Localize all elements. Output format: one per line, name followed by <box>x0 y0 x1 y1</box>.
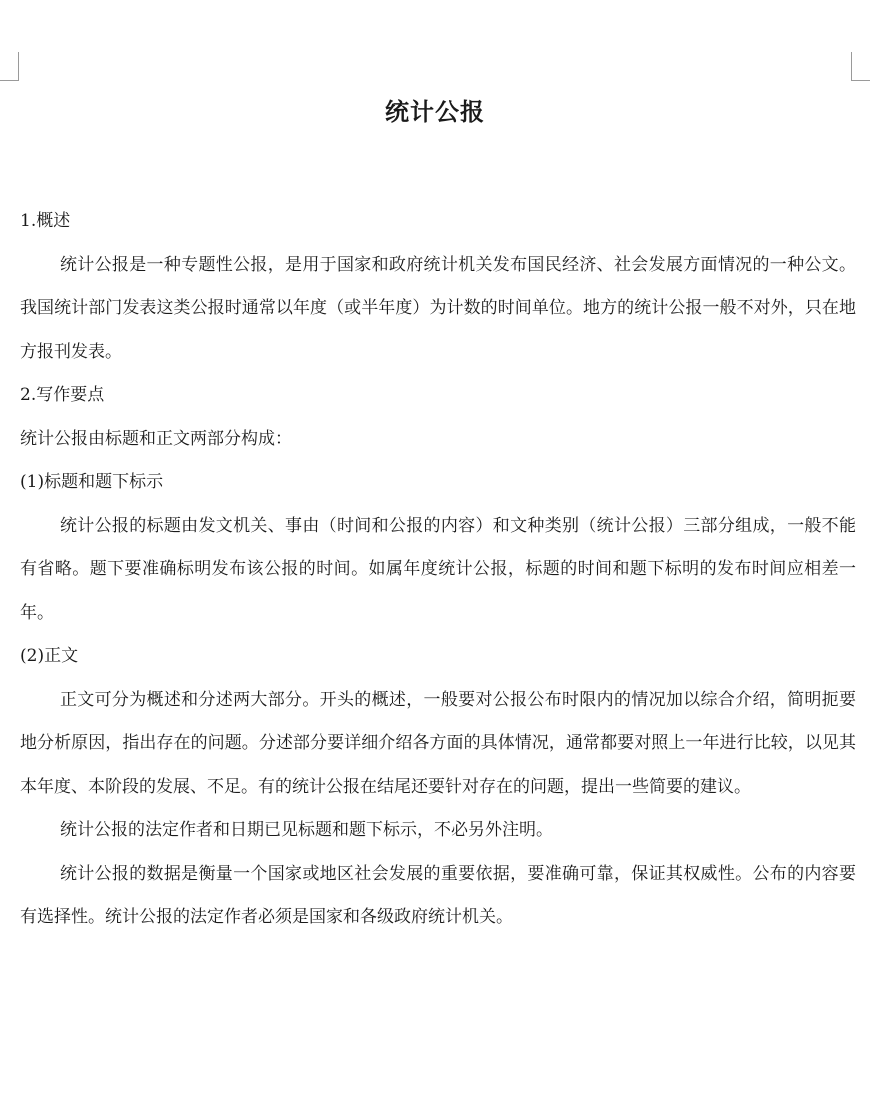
paragraph-title-rules: 统计公报的标题由发文机关、事由（时间和公报的内容）和文种类别（统计公报）三部分组成，一般不能有省略。题下要准确标明发布该公报的时间。如属年度统计公报，标题的时间和题下标明的发布时间应相差一年。 <box>20 515 856 623</box>
paragraph-data-authority: 统计公报的数据是衡量一个国家或地区社会发展的重要依据，要准确可靠，保证其权威性。公布的内容要有选择性。统计公报的法定作者必须是国家和各级政府统计机关。 <box>20 863 856 927</box>
paragraph-author-date: 统计公报的法定作者和日期已见标题和题下标示，不必另外注明。 <box>60 820 553 840</box>
section-heading-writing-points: 2.写作要点 <box>20 385 105 405</box>
page-corner-mark-top-right <box>851 52 870 81</box>
subheading-title-and-marking: (1)标题和题下标示 <box>20 472 164 492</box>
page-corner-mark-top-left <box>0 52 19 81</box>
paragraph-overview: 统计公报是一种专题性公报，是用于国家和政府统计机关发布国民经济、社会发展方面情况的一种公文。我国统计部门发表这类公报时通常以年度（或半年度）为计数的时间单位。地方的统计公报一般不对外，只在地方报刊发表。 <box>20 254 856 362</box>
page-title: 统计公报 <box>385 97 485 126</box>
paragraph-structure-intro: 统计公报由标题和正文两部分构成： <box>20 428 292 449</box>
subheading-main-text: (2)正文 <box>20 646 79 666</box>
paragraph-main-text: 正文可分为概述和分述两大部分。开头的概述，一般要对公报公布时限内的情况加以综合介绍，简明扼要地分析原因，指出存在的问题。分述部分要详细介绍各方面的具体情况，通常都要对照上一年进行比较，以见其本年度、本阶段的发展、不足。有的统计公报在结尾还要针对存在的问题，提出一些简要的建议。 <box>20 689 856 797</box>
section-heading-overview: 1.概述 <box>20 211 71 231</box>
document-body <box>20 200 856 940</box>
